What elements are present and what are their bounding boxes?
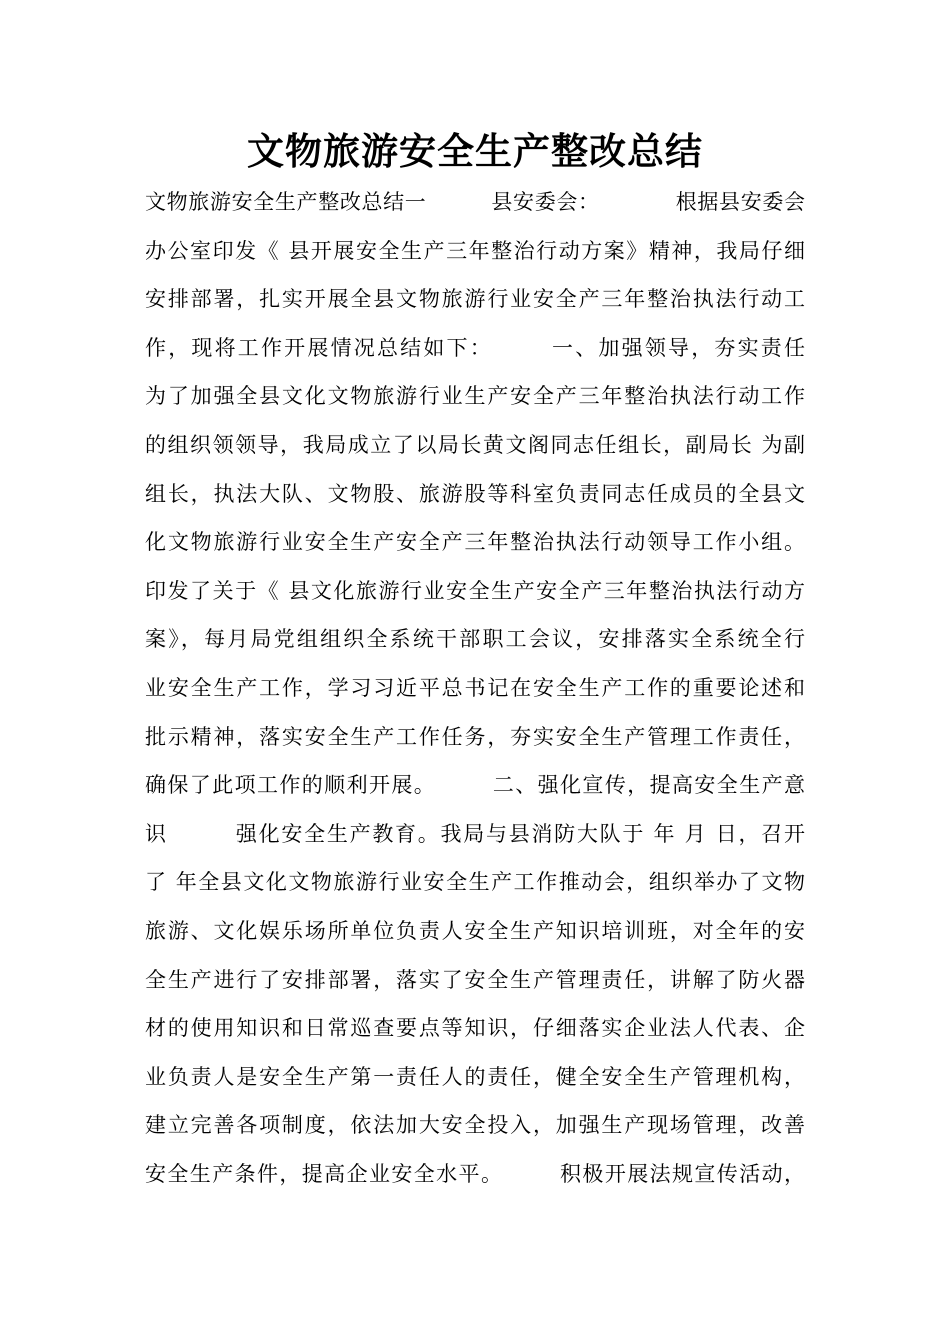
body-line: 确保了此项工作的顺利开展。 二、强化宣传，提高安全生产意: [145, 773, 805, 798]
body-line: 了 年全县文化文物旅游行业安全生产工作推动会，组织举办了文物: [145, 870, 805, 895]
body-line: 的组织领领导，我局成立了以局长黄文阁同志任组长，副局长 为副: [145, 432, 805, 457]
body-line: 材的使用知识和日常巡查要点等知识，仔细落实企业法人代表、企: [145, 1016, 805, 1041]
document-title: 文物旅游安全生产整改总结: [247, 130, 703, 173]
body-line: 批示精神，落实安全生产工作任务，夯实安全生产管理工作责任，: [145, 724, 805, 749]
body-line: 案》，每月局党组组织全系统干部职工会议，安排落实全系统全行: [145, 627, 805, 652]
body-line: 业负责人是安全生产第一责任人的责任，健全安全生产管理机构，: [145, 1064, 805, 1089]
body-line: 作，现将工作开展情况总结如下： 一、加强领导，夯实责任: [145, 335, 805, 360]
body-line: 安排部署，扎实开展全县文物旅游行业安全产三年整治执法行动工: [145, 287, 805, 312]
document-body: [145, 178, 805, 1198]
body-line: 为了加强全县文化文物旅游行业生产安全产三年整治执法行动工作: [145, 384, 805, 409]
body-line: 化文物旅游行业安全生产安全产三年整治执法行动领导工作小组。: [145, 530, 805, 555]
body-line: 建立完善各项制度，依法加大安全投入，加强生产现场管理，改善: [145, 1113, 805, 1138]
body-line: 安全生产条件，提高企业安全水平。 积极开展法规宣传活动，: [145, 1161, 805, 1186]
body-line: 识 强化安全生产教育。我局与县消防大队于 年 月 日，召开: [145, 821, 805, 846]
body-line: 旅游、文化娱乐场所单位负责人安全生产知识培训班，对全年的安: [145, 918, 805, 943]
body-line: 印发了关于《 县文化旅游行业安全生产安全产三年整治执法行动方: [145, 578, 805, 603]
body-line: 组长，执法大队、文物股、旅游股等科室负责同志任成员的全县文: [145, 481, 805, 506]
body-line: 全生产进行了安排部署，落实了安全生产管理责任，讲解了防火器: [145, 967, 805, 992]
body-line: 业安全生产工作，学习习近平总书记在安全生产工作的重要论述和: [145, 675, 805, 700]
body-line: 办公室印发《 县开展安全生产三年整治行动方案》精神，我局仔细: [145, 238, 805, 263]
body-line: 文物旅游安全生产整改总结一 县安委会： 根据县安委会: [145, 190, 805, 214]
